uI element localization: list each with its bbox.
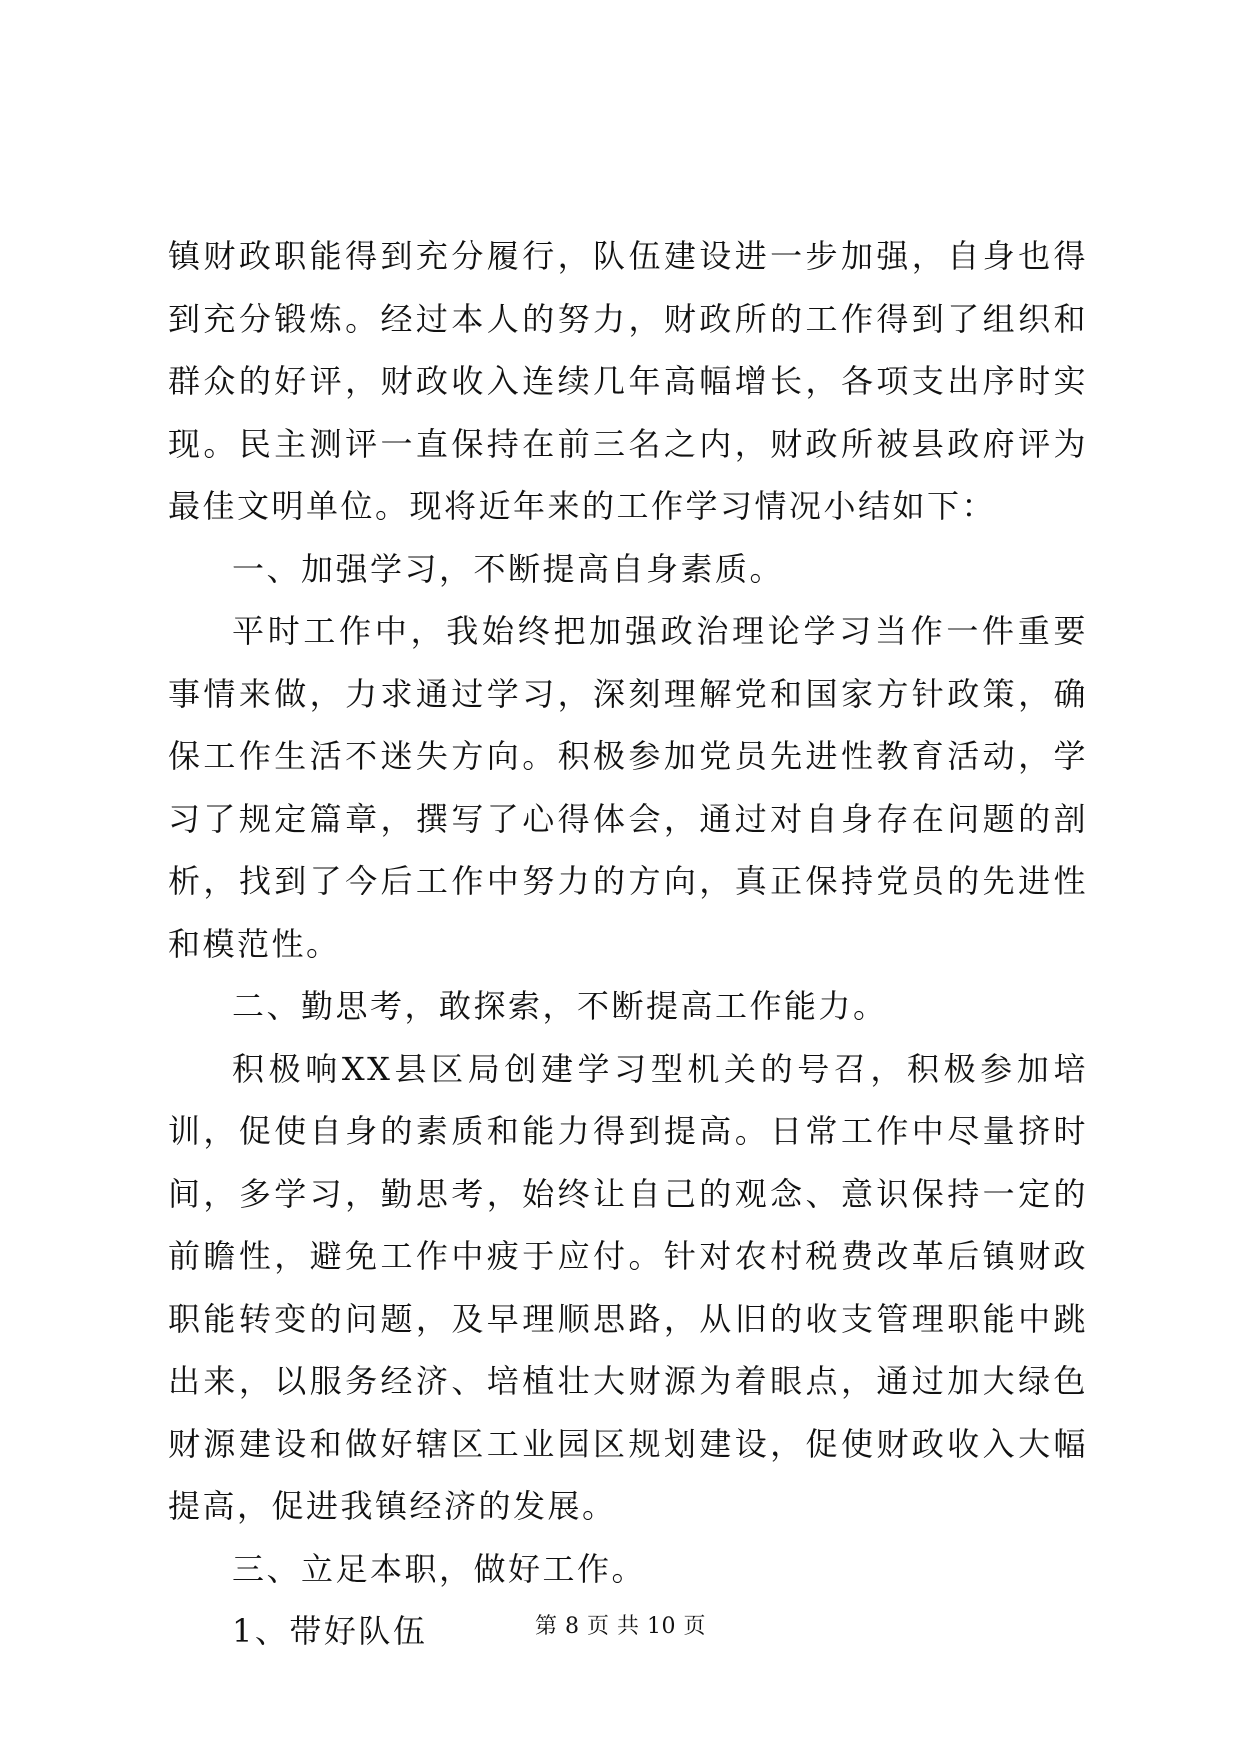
body-paragraph-continuation: 镇财政职能得到充分履行，队伍建设进一步加强，自身也得到充分锻炼。经过本人的努力，财政所的工作得到了组织和群众的好评，财政收入连续几年高幅增长，各项支出序时实现。民主测评一直保持在前三名之内，财政所被县政府评为最佳文明单位。现将近年来的工作学习情况小结如下：: [168, 237, 1088, 525]
page-number-footer: 第 8 页 共 10 页: [535, 1614, 706, 1639]
section-heading-1: 一、加强学习，不断提高自身素质。: [232, 549, 785, 588]
body-paragraph: 积极响XX县区局创建学习型机关的号召，积极参加培训，促使自身的素质和能力得到提高。日常工作中尽量挤时间，多学习，勤思考，始终让自己的观念、意识保持一定的前瞻性，避免工作中疲于应付。针对农村税费改革后镇财政职能转变的问题，及早理顺思路，从旧的收支管理职能中跳出来，以服务经济、培植壮大财源为着眼点，通过加大绿色财源建设和做好辖区工业园区规划建设，促使财政收入大幅提高，促进我镇经济的发展。: [168, 1049, 1088, 1525]
section-heading-3: 三、立足本职，做好工作。: [232, 1549, 647, 1588]
subsection-heading-1: 1、带好队伍: [232, 1612, 428, 1650]
document-body: [168, 225, 1088, 1663]
section-heading-2: 二、勤思考，敢探索，不断提高工作能力。: [232, 987, 888, 1025]
body-paragraph: 平时工作中，我始终把加强政治理论学习当作一件重要事情来做，力求通过学习，深刻理解党和国家方针政策，确保工作生活不迷失方向。积极参加党员先进性教育活动，学习了规定篇章，撰写了心得体会，通过对自身存在问题的剖析，找到了今后工作中努力的方向，真正保持党员的先进性和模范性。: [168, 612, 1088, 963]
